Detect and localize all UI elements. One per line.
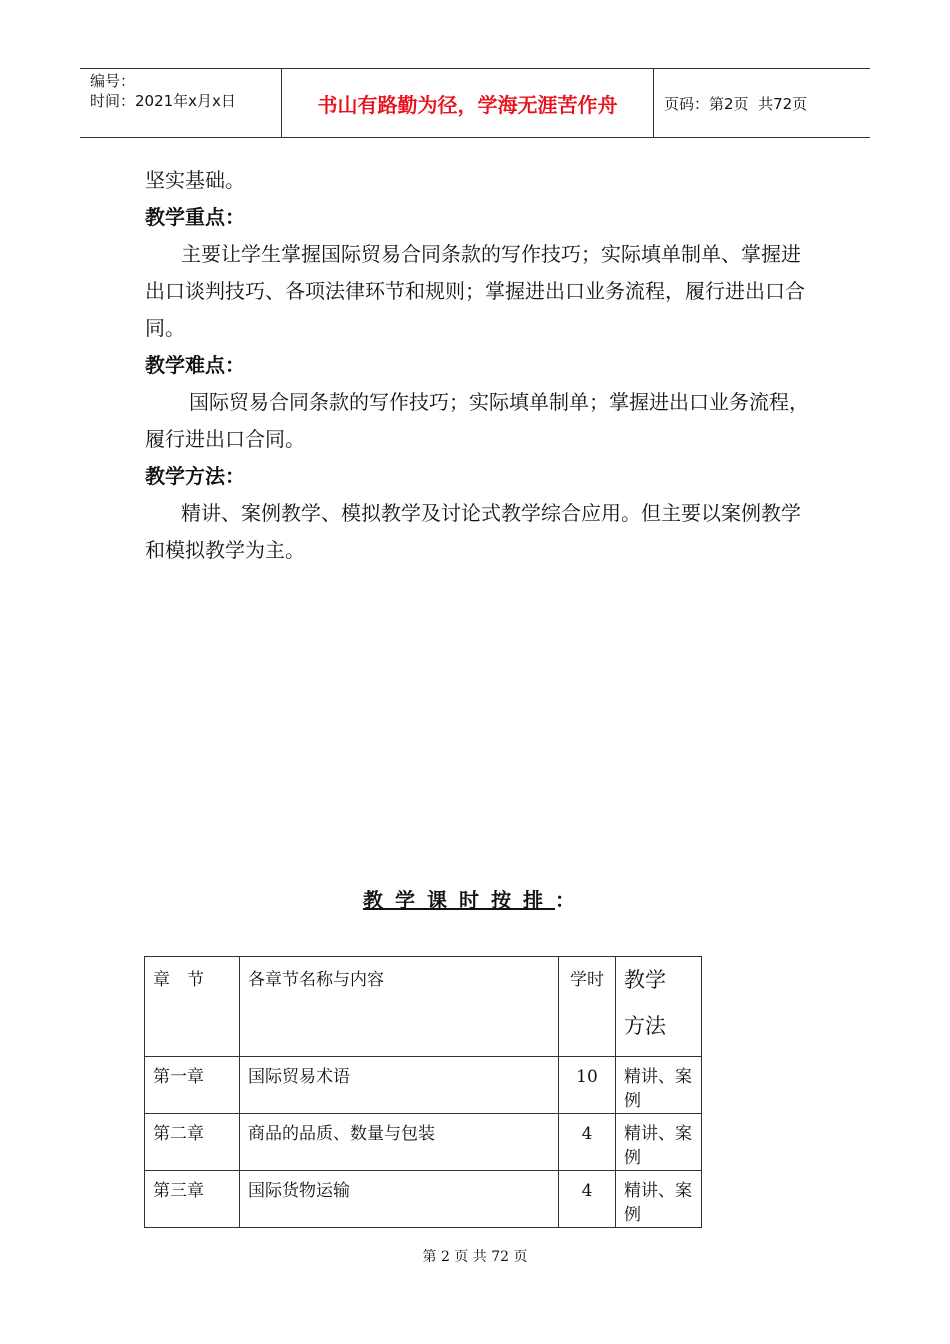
row-hours: 4: [559, 1114, 616, 1171]
row-method: 精讲、案例: [616, 1057, 702, 1114]
row-chapter: 第三章: [145, 1171, 240, 1228]
key-points-text: 主要让学生掌握国际贸易合同条款的写作技巧；实际填单制单、掌握进出口谈判技巧、各项法律环节和规则；掌握进出口业务流程，履行进出口合同。: [145, 242, 805, 340]
row-chapter: 第二章: [145, 1114, 240, 1171]
header-method-line2: 方法: [624, 1014, 666, 1038]
header-meta: [80, 69, 282, 137]
header-motto: 书山有路勤为径，学海无涯苦作舟: [282, 69, 654, 137]
continuation-line: 坚实基础。: [145, 168, 245, 192]
key-points-heading: 教学重点：: [145, 205, 245, 229]
difficulties-heading: 教学难点：: [145, 353, 245, 377]
schedule-title: [0, 884, 950, 913]
header-page-code-text: 页码：第2页 共72页: [664, 94, 808, 113]
row-method: 精讲、案例: [616, 1171, 702, 1228]
table-row: [145, 1171, 702, 1228]
table-row: [145, 1114, 702, 1171]
methods-text: 精讲、案例教学、模拟教学及讨论式教学综合应用。但主要以案例教学和模拟教学为主。: [145, 501, 801, 562]
row-name: 商品的品质、数量与包装: [240, 1114, 559, 1171]
header-number: 编号：: [90, 72, 136, 90]
header-time: 时间：2021年x月x日: [90, 92, 236, 110]
methods-heading: 教学方法：: [145, 464, 245, 488]
table-row: [145, 1057, 702, 1114]
document-body: [145, 162, 815, 569]
header-method: [616, 957, 702, 1057]
header-chapter: 章 节: [145, 957, 240, 1057]
row-hours: 10: [559, 1057, 616, 1114]
row-chapter: 第一章: [145, 1057, 240, 1114]
row-name: 国际贸易术语: [240, 1057, 559, 1114]
header-page-code: [654, 69, 870, 137]
schedule-table: [144, 956, 702, 1228]
header-method-line1: 教学: [624, 968, 666, 992]
difficulties-text: 国际贸易合同条款的写作技巧；实际填单制单；掌握进出口业务流程，履行进出口合同。: [145, 390, 809, 451]
row-method: 精讲、案例: [616, 1114, 702, 1171]
header-name: 各章节名称与内容: [240, 957, 559, 1057]
table-header-row: [145, 957, 702, 1057]
schedule-title-colon: ：: [555, 888, 587, 912]
schedule-title-text: 教学课时按排: [363, 888, 555, 912]
page-header: [80, 68, 870, 138]
row-name: 国际货物运输: [240, 1171, 559, 1228]
page-footer: 第 2 页 共 72 页: [422, 1249, 528, 1265]
row-hours: 4: [559, 1171, 616, 1228]
header-hours: 学时: [559, 957, 616, 1057]
